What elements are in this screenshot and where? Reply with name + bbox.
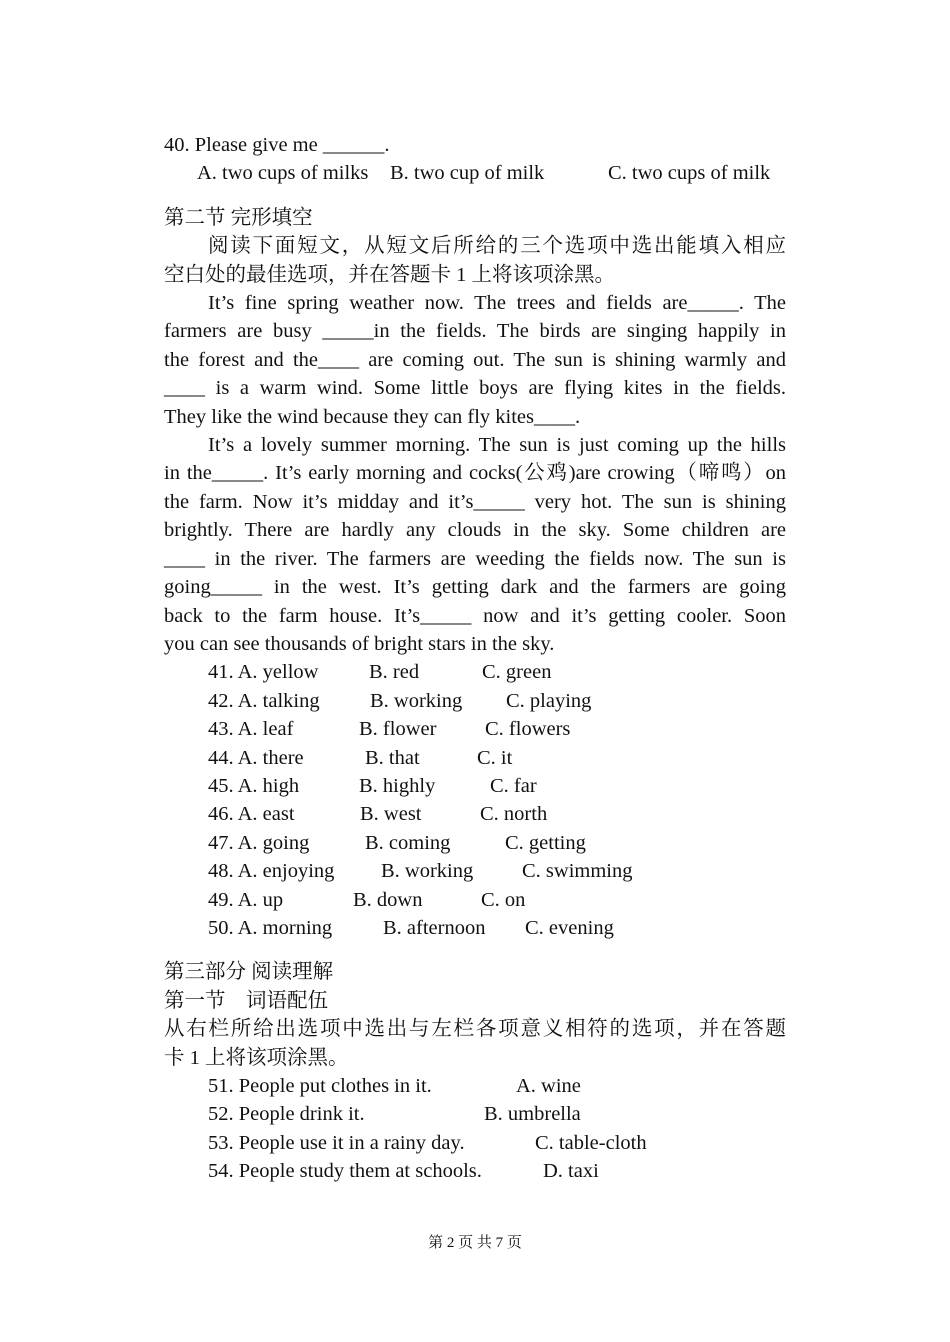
- matching-right: C. table-cloth: [535, 1131, 647, 1154]
- page-footer: 第 2 页 共 7 页: [428, 1235, 522, 1251]
- option-c: C. far: [490, 774, 537, 797]
- option-a: 50. A. morning: [208, 916, 333, 939]
- option-a: 41. A. yellow: [208, 661, 319, 684]
- option-b: B. red: [369, 661, 420, 684]
- option-c: C. two cups of milk: [608, 162, 771, 185]
- option-b: B. flower: [359, 718, 437, 741]
- cloze-options: [164, 658, 786, 942]
- option-a: A. two cups of milks: [197, 162, 369, 185]
- option-b: B. two cup of milk: [390, 162, 545, 185]
- passage-line: going_____ in the west. It’s getting dark and the farmers are going: [164, 576, 786, 599]
- option-a: 47. A. going: [208, 831, 310, 854]
- option-a: 46. A. east: [208, 803, 295, 826]
- option-row: [164, 800, 786, 828]
- passage-line: It’s a lovely summer morning. The sun is just coming up the hills: [208, 434, 786, 457]
- option-b: B. afternoon: [383, 916, 486, 939]
- option-a: 49. A. up: [208, 888, 284, 911]
- passage-summer: [164, 431, 786, 658]
- passage-line: brightly. There are hardly any clouds in the sky. Some children are: [164, 519, 786, 542]
- option-b: B. down: [353, 888, 423, 911]
- section-heading: 第二节 完形填空: [164, 206, 313, 229]
- part-heading: 第三部分 阅读理解: [164, 961, 334, 984]
- passage-line: ____ is a warm wind. Some little boys are flying kites in the fields.: [164, 377, 786, 400]
- passage-line: ____ in the river. The farmers are weeding the fields now. The sun is: [164, 547, 786, 570]
- matching-left: 51. People put clothes in it.: [208, 1075, 432, 1097]
- matching-right: A. wine: [516, 1075, 581, 1097]
- option-c: C. playing: [506, 689, 592, 712]
- instruction-line: 卡 1 上将该项涂黑。: [164, 1046, 349, 1069]
- option-a: 42. A. talking: [208, 689, 320, 712]
- matching-left: 54. People study them at schools.: [208, 1160, 482, 1183]
- matching-right: D. taxi: [543, 1160, 599, 1183]
- passage-line: farmers are busy _____in the fields. The birds are singing happily in: [164, 320, 786, 343]
- passage-line: the forest and the____ are coming out. The sun is shining warmly and: [164, 348, 786, 371]
- instruction-line: 阅读下面短文，从短文后所给的三个选项中选出能填入相应: [208, 235, 786, 258]
- option-row: [164, 886, 786, 914]
- matching-row: [164, 1100, 786, 1128]
- option-c: C. flowers: [485, 718, 571, 741]
- option-a: 43. A. leaf: [208, 718, 294, 741]
- option-c: C. it: [477, 746, 513, 769]
- matching-row: [164, 1072, 786, 1100]
- passage-line: They like the wind because they can fly kites____.: [164, 405, 581, 428]
- passage-spring: [164, 289, 786, 431]
- passage-line: in the_____. It’s early morning and cocks(公鸡)are crowing（啼鸣）on: [164, 462, 786, 485]
- instruction-line: 空白处的最佳选项，并在答题卡 1 上将该项涂黑。: [164, 263, 615, 286]
- option-c: C. evening: [525, 916, 614, 939]
- option-b: B. working: [381, 860, 474, 883]
- option-c: C. getting: [505, 831, 586, 854]
- question-40-options: [164, 159, 786, 187]
- option-row: [164, 914, 786, 942]
- option-c: C. swimming: [522, 860, 633, 883]
- option-b: B. highly: [359, 774, 436, 797]
- matching-row: [164, 1129, 786, 1157]
- question-40-stem: 40. Please give me ______.: [164, 134, 390, 156]
- option-row: [164, 687, 786, 715]
- option-a: 44. A. there: [208, 746, 304, 769]
- option-b: B. that: [365, 746, 420, 769]
- option-row: [164, 658, 786, 686]
- passage-line: the farm. Now it’s midday and it’s_____ very hot. The sun is shining: [164, 490, 786, 513]
- matching-row: [164, 1157, 786, 1185]
- matching-right: B. umbrella: [484, 1103, 581, 1126]
- matching-items: [164, 1072, 786, 1186]
- option-c: C. on: [481, 888, 526, 911]
- option-a: 45. A. high: [208, 774, 300, 797]
- option-b: B. coming: [365, 831, 451, 854]
- exam-page: [164, 131, 786, 1186]
- matching-left: 52. People drink it.: [208, 1103, 365, 1126]
- option-b: B. working: [370, 689, 463, 712]
- matching-left: 53. People use it in a rainy day.: [208, 1131, 465, 1154]
- instruction-line: 从右栏所给出选项中选出与左栏各项意义相符的选项，并在答题: [164, 1018, 786, 1041]
- passage-line: It’s fine spring weather now. The trees and fields are_____. The: [208, 292, 786, 315]
- option-c: C. green: [482, 661, 552, 684]
- option-a: 48. A. enjoying: [208, 860, 335, 883]
- option-c: C. north: [480, 803, 548, 826]
- option-row: [164, 829, 786, 857]
- section-heading: 第一节 词语配伍: [164, 989, 328, 1012]
- passage-line: you can see thousands of bright stars in the sky.: [164, 632, 555, 655]
- option-row: [164, 857, 786, 885]
- option-row: [164, 715, 786, 743]
- passage-line: back to the farm house. It’s_____ now and it’s getting cooler. Soon: [164, 604, 786, 627]
- option-b: B. west: [360, 803, 422, 826]
- option-row: [164, 772, 786, 800]
- option-row: [164, 744, 786, 772]
